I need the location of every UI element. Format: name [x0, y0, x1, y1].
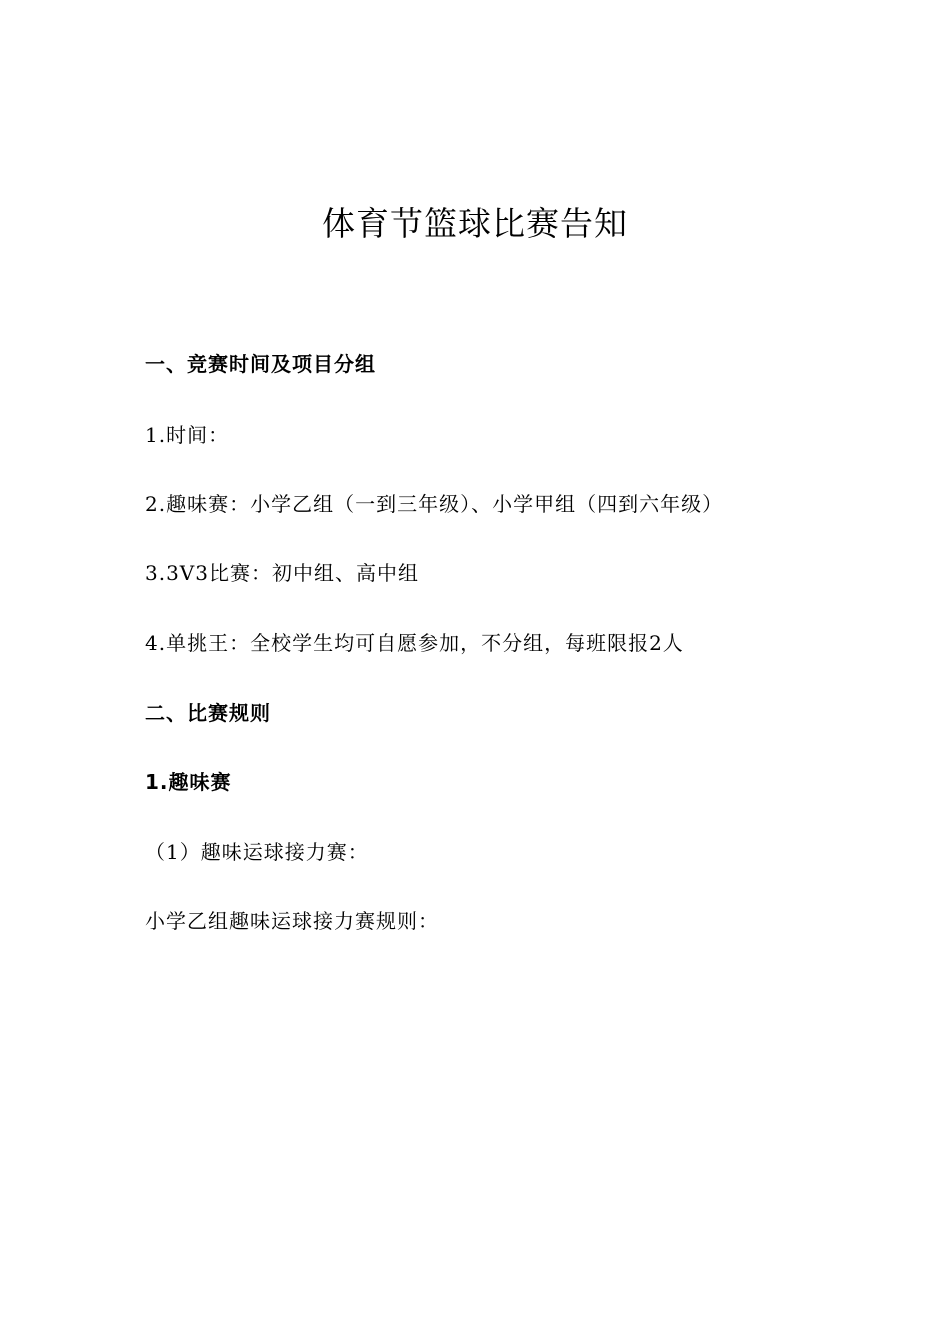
list-item-time: 1.时间： [145, 423, 230, 447]
subsection-heading-fun-game: 1.趣味赛 [145, 770, 232, 794]
list-item-one-on-one: 4.单挑王：全校学生均可自愿参加，不分组，每班限报2人 [145, 631, 684, 655]
rule-line-relay: 小学乙组趣味运球接力赛规则： [145, 909, 439, 933]
list-item-fun-game: 2.趣味赛：小学乙组（一到三年级）、小学甲组（四到六年级） [145, 492, 724, 516]
section-heading-schedule: 一、竞赛时间及项目分组 [145, 352, 376, 376]
document-title: 体育节篮球比赛告知 [322, 204, 628, 243]
list-item-3v3: 3.3V3比赛：初中组、高中组 [145, 561, 419, 585]
sub-item-relay: （1）趣味运球接力赛： [145, 840, 369, 864]
section-heading-rules: 二、比赛规则 [145, 701, 271, 725]
